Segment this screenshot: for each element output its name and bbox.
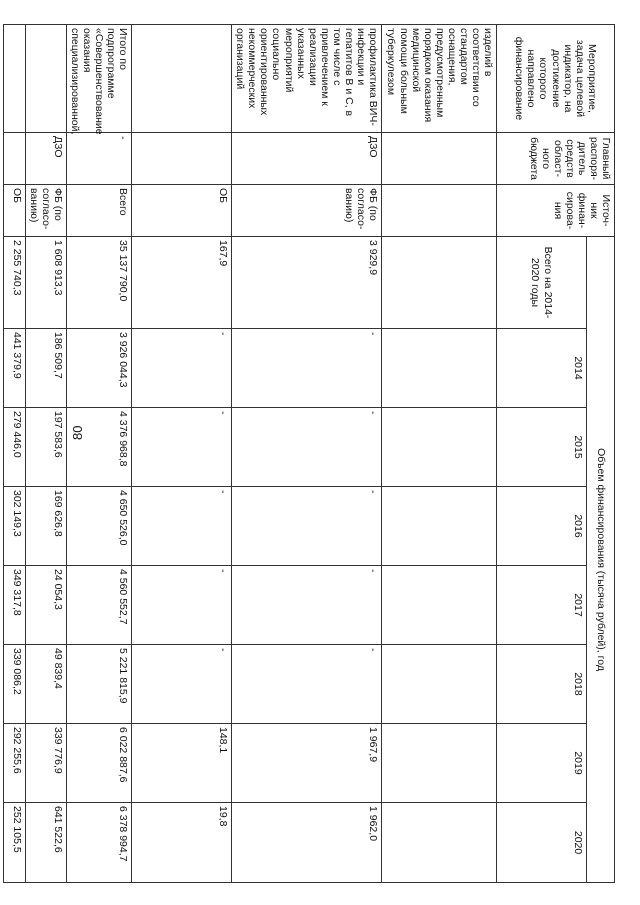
cell-value: 197 583,6 bbox=[25, 408, 66, 487]
header-total: Всего на 2014-2020 годы bbox=[497, 237, 587, 329]
cell-source bbox=[382, 185, 497, 237]
cell-value: - bbox=[132, 487, 232, 566]
cell-value: 169 626,8 bbox=[25, 487, 66, 566]
page-number: 80 bbox=[70, 425, 85, 440]
cell-value: - bbox=[232, 408, 382, 487]
cell-manager: ДЗО bbox=[232, 133, 382, 185]
table-row bbox=[25, 25, 66, 883]
table-body bbox=[3, 25, 496, 883]
header-year: 2015 bbox=[497, 408, 587, 487]
cell-value: 349 317,8 bbox=[3, 566, 25, 645]
cell-value: 2 255 740,3 bbox=[3, 237, 25, 329]
cell-value: - bbox=[132, 408, 232, 487]
cell-value: 441 379,9 bbox=[3, 329, 25, 408]
cell-value: 339 086,2 bbox=[3, 645, 25, 724]
header-year: 2020 bbox=[497, 803, 587, 883]
cell-manager bbox=[382, 133, 497, 185]
cell-value: 641 522,6 bbox=[25, 803, 66, 883]
header-year: 2017 bbox=[497, 566, 587, 645]
header-source: Источ-ник финан-сирова-ния bbox=[497, 185, 615, 237]
cell-measure bbox=[25, 25, 66, 133]
cell-source: ОБ bbox=[132, 185, 232, 237]
cell-value: 4 650 526,0 bbox=[66, 487, 131, 566]
cell-measure bbox=[3, 25, 25, 133]
cell-value bbox=[382, 645, 497, 724]
cell-value: - bbox=[232, 487, 382, 566]
header-funding-title: Объем финансирования (тысяча рублей), год bbox=[587, 237, 615, 883]
cell-value: - bbox=[132, 566, 232, 645]
table-row bbox=[132, 25, 232, 883]
cell-value: - bbox=[232, 566, 382, 645]
cell-value: - bbox=[232, 645, 382, 724]
header-year: 2019 bbox=[497, 724, 587, 803]
cell-value: - bbox=[232, 329, 382, 408]
cell-value: 1 962,0 bbox=[232, 803, 382, 883]
cell-value: 186 509,7 bbox=[25, 329, 66, 408]
cell-value: 24 054,3 bbox=[25, 566, 66, 645]
cell-value: - bbox=[132, 329, 232, 408]
cell-manager bbox=[132, 133, 232, 185]
cell-value: - bbox=[132, 645, 232, 724]
cell-value: 6 022 887,6 bbox=[66, 724, 131, 803]
header-year: 2016 bbox=[497, 487, 587, 566]
cell-value: 19,8 bbox=[132, 803, 232, 883]
cell-source: ОБ bbox=[3, 185, 25, 237]
cell-measure bbox=[132, 25, 232, 133]
header-measure: Мероприятие, задача целевой индикатор, на достижение которого направлено финансирование bbox=[497, 25, 615, 133]
table-row bbox=[66, 25, 131, 883]
table-row bbox=[232, 25, 382, 883]
cell-value: 252 105,5 bbox=[3, 803, 25, 883]
cell-measure: изделий в соответствии со стандартом оснащения, предусмотренным порядком оказания медицинской помощи больным туберкулезом bbox=[382, 25, 497, 133]
cell-value bbox=[382, 487, 497, 566]
cell-value: 167,9 bbox=[132, 237, 232, 329]
cell-value: 6 378 994,7 bbox=[66, 803, 131, 883]
cell-source: ФБ (по согласо-ванию) bbox=[25, 185, 66, 237]
cell-value: 35 137 790,0 bbox=[66, 237, 131, 329]
header-manager: Главный распоря-дитель средств област-ного бюджета bbox=[497, 133, 615, 185]
cell-value: 1 608 913,3 bbox=[25, 237, 66, 329]
cell-value bbox=[382, 237, 497, 329]
cell-manager: ДЗО bbox=[25, 133, 66, 185]
header-year: 2014 bbox=[497, 329, 587, 408]
cell-value bbox=[382, 803, 497, 883]
cell-value: 4 376 968,8 bbox=[66, 408, 131, 487]
cell-value bbox=[382, 566, 497, 645]
cell-value: 148,1 bbox=[132, 724, 232, 803]
cell-manager: - bbox=[66, 133, 131, 185]
cell-value: 302 149,3 bbox=[3, 487, 25, 566]
cell-value: 292 255,6 bbox=[3, 724, 25, 803]
cell-value: 279 446,0 bbox=[3, 408, 25, 487]
table-row bbox=[3, 25, 25, 883]
cell-value: 1 967,9 bbox=[232, 724, 382, 803]
cell-value: 339 776,9 bbox=[25, 724, 66, 803]
table-row bbox=[382, 25, 497, 883]
cell-value bbox=[382, 408, 497, 487]
cell-value: 3 929,9 bbox=[232, 237, 382, 329]
cell-measure: Итого по подпрограмме «Совершенствование оказания специализированной, bbox=[66, 25, 131, 133]
cell-value: 5 221 815,9 bbox=[66, 645, 131, 724]
cell-value: 49 839,4 bbox=[25, 645, 66, 724]
cell-value: 3 926 044,3 bbox=[66, 329, 131, 408]
cell-manager bbox=[3, 133, 25, 185]
cell-source: Всего bbox=[66, 185, 131, 237]
cell-value bbox=[382, 724, 497, 803]
header-year: 2018 bbox=[497, 645, 587, 724]
cell-measure: профилактика ВИЧ-инфекции и гепатитов B и C, в том числе с привлечением к реализации указанных мероприятий социально ориентированных некоммерческих организаций bbox=[232, 25, 382, 133]
funding-table bbox=[3, 24, 615, 883]
cell-value: 4 560 552,7 bbox=[66, 566, 131, 645]
cell-value bbox=[382, 329, 497, 408]
cell-source: ФБ (по согласо-ванию) bbox=[232, 185, 382, 237]
